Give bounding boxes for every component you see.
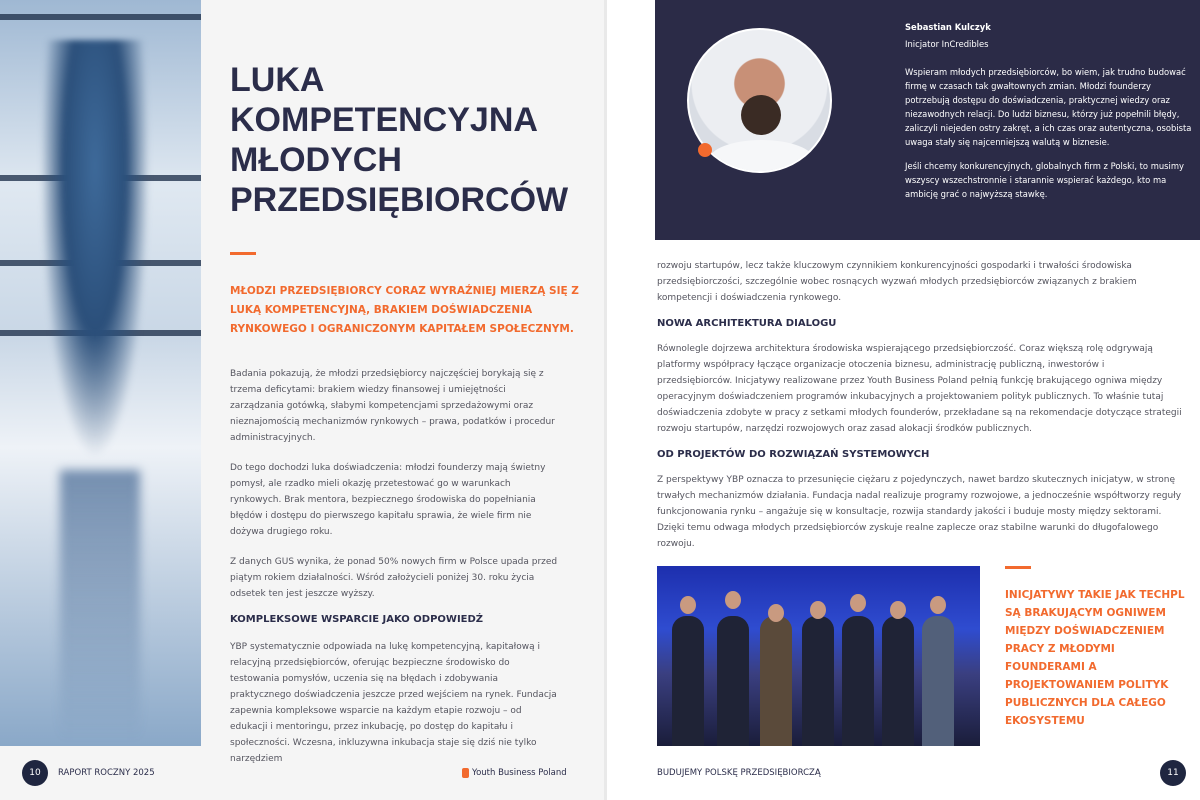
walking-person-photo [0, 0, 201, 746]
paragraph: Równolegle dojrzewa architektura środowiska wspierającego przedsiębiorczość. Coraz większą rolę odgrywają platformy współpracy łączące organizacje otoczenia biznesu, administrację publiczną, inwestorów i przedsiębiorców. Inicjatywy realizowane przez Youth Business Poland pełnią funkcję brakującego ogniwa między operacyjnym doświadczeniem programów inkubacyjnych a projektowaniem polityk publicznych. To właśnie tutaj doświadczenia zdobyte w pracy z setkami młodych founderów, przekładane są na rekomendacje dotyczące strategii rozwoju startupów, narzędzi rozwojowych oraz zasad alokacji środków publicznych. [657, 344, 1182, 434]
quote-box [655, 0, 1200, 240]
logo [462, 768, 567, 778]
logo-icon [462, 768, 469, 778]
quote-role: Inicjator InCredibles [905, 39, 989, 49]
accent-dash [1005, 566, 1031, 569]
paragraph: Z perspektywy YBP oznacza to przesunięcie ciężaru z pojedynczych, nawet bardzo skutecznych inicjatyw, w stronę trwałych mechanizmów działania. Fundacja nadal realizuje programy rozwojowe, a jednocześnie współtworzy reguły funkcjonowania rynku – angażuje się w konsultacje, rozwija standardy jakości i buduje mosty między sektorami. Dzięki temu odwaga młodych przedsiębiorców zyskuje realne zaplecze oraz stabilne warunki do długofalowego rozwoju. [657, 475, 1182, 549]
paragraph: rozwoju startupów, lecz także kluczowym czynnikiem konkurencyjności gospodarki i trwałości środowiska przedsiębiorczości, szczególnie wobec rosnących wyzwań młodych przedsiębiorców związanych z brakiem kompetencji i doświadczenia rynkowego. [657, 261, 1137, 303]
footer-text: BUDUJEMY POLSKĘ PRZEDSIĘBIORCZĄ [657, 768, 821, 778]
paragraph: Z danych GUS wynika, że ponad 50% nowych firm w Polsce upada przed piątym rokiem działalności. Wśród założycieli poniżej 30. roku życia odsetek ten jest jeszcze wyższy. [230, 557, 558, 599]
page-number: 10 [22, 760, 48, 786]
paragraph: Badania pokazują, że młodzi przedsiębiorcy najczęściej borykają się z trzema deficytami: brakiem wiedzy finansowej i umiejętności zarządzania gotówką, słabymi kompetencjami sprzedażowymi oraz nieznajomością mechanizmów rynkowych – prawa, podatków i procedur administracyjnych. [230, 369, 555, 443]
group-photo [657, 566, 980, 746]
accent-dot [698, 143, 712, 157]
section-heading: KOMPLEKSOWE WSPARCIE JAKO ODPOWIEDŹ [230, 614, 484, 625]
right-page [607, 0, 1200, 800]
paragraph: YBP systematycznie odpowiada na lukę kompetencyjną, kapitałową i relacyjną przedsiębiorców, oferując bezpieczne środowisko do testowania pomysłów, uczenia się na błędach i zdobywania praktycznego doświadczenia jeszcze przed wejściem na rynek. Fundacja zapewnia kompleksowe wsparcie na każdym etapie rozwoju – od edukacji i mentoringu, przez inkubację, po dostęp do kapitału i społeczności. Wczesna, inkluzywna inkubacja staje się dziś nie tylko narzędziem [230, 642, 557, 764]
quote-text: Wspieram młodych przedsiębiorców, bo wiem, jak trudno budować firmę w czasach tak gwałtownych zmian. Młodzi founderzy potrzebują dostępu do doświadczenia, praktycznej wiedzy oraz niezawodnych relacji. Do ludzi biznesu, którzy już popełnili błędy, zaliczyli niejeden ostry zakręt, a ich czas oraz autentyczna, osobista uwaga stały się najcenniejszą walutą w biznesie. [905, 67, 1192, 147]
section-heading: NOWA ARCHITEKTURA DIALOGU [657, 318, 837, 329]
quote-name: Sebastian Kulczyk [905, 22, 991, 32]
footer-text: RAPORT ROCZNY 2025 [58, 768, 155, 778]
page-title: LUKA KOMPETENCYJNA MŁODYCH PRZEDSIĘBIORCÓW [230, 61, 569, 219]
pull-quote: INICJATYWY TAKIE JAK TECHPL SĄ BRAKUJĄCYM OGNIWEM MIĘDZY DOŚWIADCZENIEM PRACY Z MŁODYMI FOUNDERAMI A PROJEKTOWANIEM POLITYK PUBLICZNYCH DLA CAŁEGO EKOSYSTEMU [1005, 589, 1185, 727]
lead-text: MŁODZI PRZEDSIĘBIORCY CORAZ WYRAŹNIEJ MIERZĄ SIĘ Z LUKĄ KOMPETENCYJNĄ, BRAKIEM DOŚWIADCZENIA RYNKOWEGO I OGRANICZONYM KAPITAŁEM SPOŁECZNYM. [230, 285, 579, 335]
page-number: 11 [1160, 760, 1186, 786]
logo-text: Youth Business Poland [472, 768, 567, 778]
paragraph: Do tego dochodzi luka doświadczenia: młodzi founderzy mają świetny pomysł, ale rzadko mieli okazję przetestować go w warunkach rynkowych. Brak mentora, bezpiecznego środowiska do popełniania błędów i dostępu do pierwszego kapitału sprawia, że wiele firm nie dożywa drugiego roku. [230, 463, 546, 537]
accent-dash [230, 252, 256, 255]
quote-text: Jeśli chcemy konkurencyjnych, globalnych firm z Polski, to musimy wszyscy wszechstronnie i starannie wspierać każdego, kto ma ambicję grać o najwyższą stawkę. [905, 161, 1184, 199]
section-heading: OD PROJEKTÓW DO ROZWIĄZAŃ SYSTEMOWYCH [657, 449, 930, 460]
